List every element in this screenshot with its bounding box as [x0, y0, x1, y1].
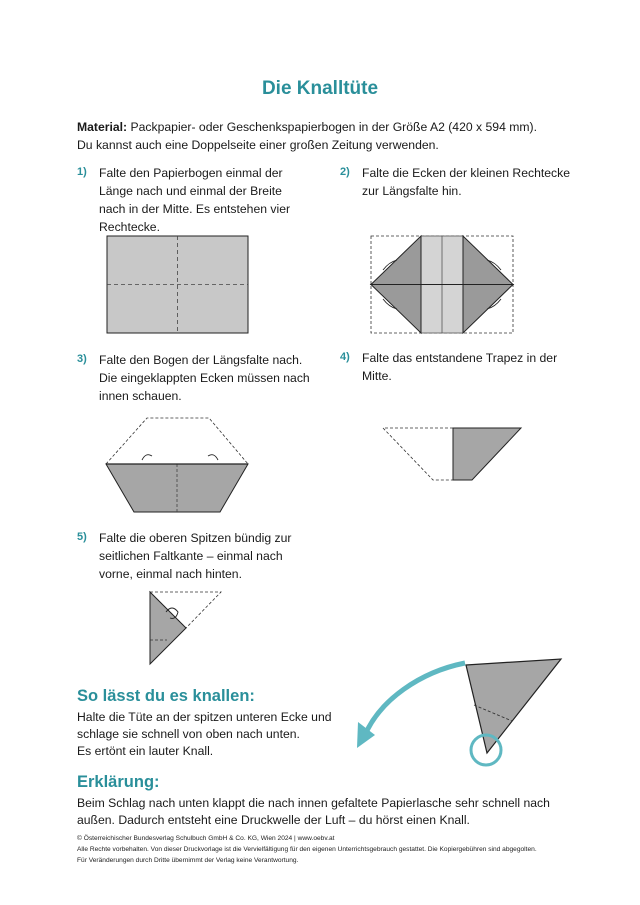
step-4-line: Mitte. — [362, 369, 392, 383]
step-2-diagram — [371, 236, 513, 333]
step-2-line: zur Längsfalte hin. — [362, 184, 462, 198]
step-1-number: 1) — [77, 166, 87, 178]
step-5-line: Falte die oberen Spitzen bündig zur — [99, 531, 292, 545]
material-note: Du kannst auch eine Doppelseite einer großen Zeitung verwenden. — [77, 138, 439, 152]
step-5-diagram — [150, 592, 221, 664]
material-text: Packpapier- oder Geschenkspapierbogen in der Größe A2 (420 x 594 mm). — [127, 120, 537, 134]
step-3-diagram — [106, 418, 248, 512]
step-3-line: Falte den Bogen der Längsfalte nach. — [99, 353, 303, 367]
knall-heading: So lässt du es knallen: — [77, 687, 255, 705]
step-4-line: Falte das entstandene Trapez in der — [362, 351, 558, 365]
step-5-number: 5) — [77, 531, 87, 543]
knall-diagram — [357, 659, 561, 765]
knall-text — [77, 709, 377, 760]
erklaerung-heading: Erklärung: — [77, 773, 160, 791]
step-2-line: Falte die Ecken der kleinen Rechtecke — [362, 166, 570, 180]
step-1-diagram — [107, 236, 248, 333]
step-4-diagram — [383, 428, 521, 480]
step-1-line: Falte den Papierbogen einmal der — [99, 166, 283, 180]
footer-rights: Alle Rechte vorbehalten. Von dieser Druckvorlage ist die Vervielfältigung für den eigenen Unterrichtsgebrauch gestattet. Die Kopiergebühren sind abgegolten. — [77, 846, 537, 853]
erklaerung-line: außen. Dadurch entsteht eine Druckwelle der Luft – du hörst einen Knall. — [77, 813, 470, 827]
erklaerung-line: Beim Schlag nach unten klappt die nach innen gefaltete Papierlasche sehr schnell nach — [77, 796, 550, 810]
step-3-line: Die eingeklappten Ecken müssen nach — [99, 371, 310, 385]
material-label: Material: — [77, 120, 128, 134]
step-3-line: innen schauen. — [99, 389, 182, 403]
step-2-number: 2) — [340, 166, 350, 178]
step-1-line: Länge nach und einmal der Breite — [99, 184, 282, 198]
knall-line: schlage sie schnell von oben nach unten. — [77, 727, 300, 741]
knall-line: Es ertönt ein lauter Knall. — [77, 744, 214, 758]
footer — [77, 833, 597, 866]
page-title: Die Knalltüte — [261, 78, 379, 99]
step-1-line: Rechtecke. — [99, 220, 160, 234]
step-5-line: seitlichen Faltkante – einmal nach — [99, 549, 283, 563]
footer-copyright: © Österreichischer Bundesverlag Schulbuch GmbH & Co. KG, Wien 2024 | www.oebv.at — [77, 835, 335, 842]
step-1-line: nach in der Mitte. Es entstehen vier — [99, 202, 291, 216]
step-5-line: vorne, einmal nach hinten. — [99, 567, 242, 581]
step-3-number: 3) — [77, 353, 87, 365]
step-4-number: 4) — [340, 351, 350, 363]
knall-line: Halte die Tüte an der spitzen unteren Ecke und — [77, 710, 332, 724]
footer-disclaimer: Für Veränderungen durch Dritte übernimmt der Verlag keine Verantwortung. — [77, 857, 299, 864]
erklaerung-text — [77, 795, 597, 829]
